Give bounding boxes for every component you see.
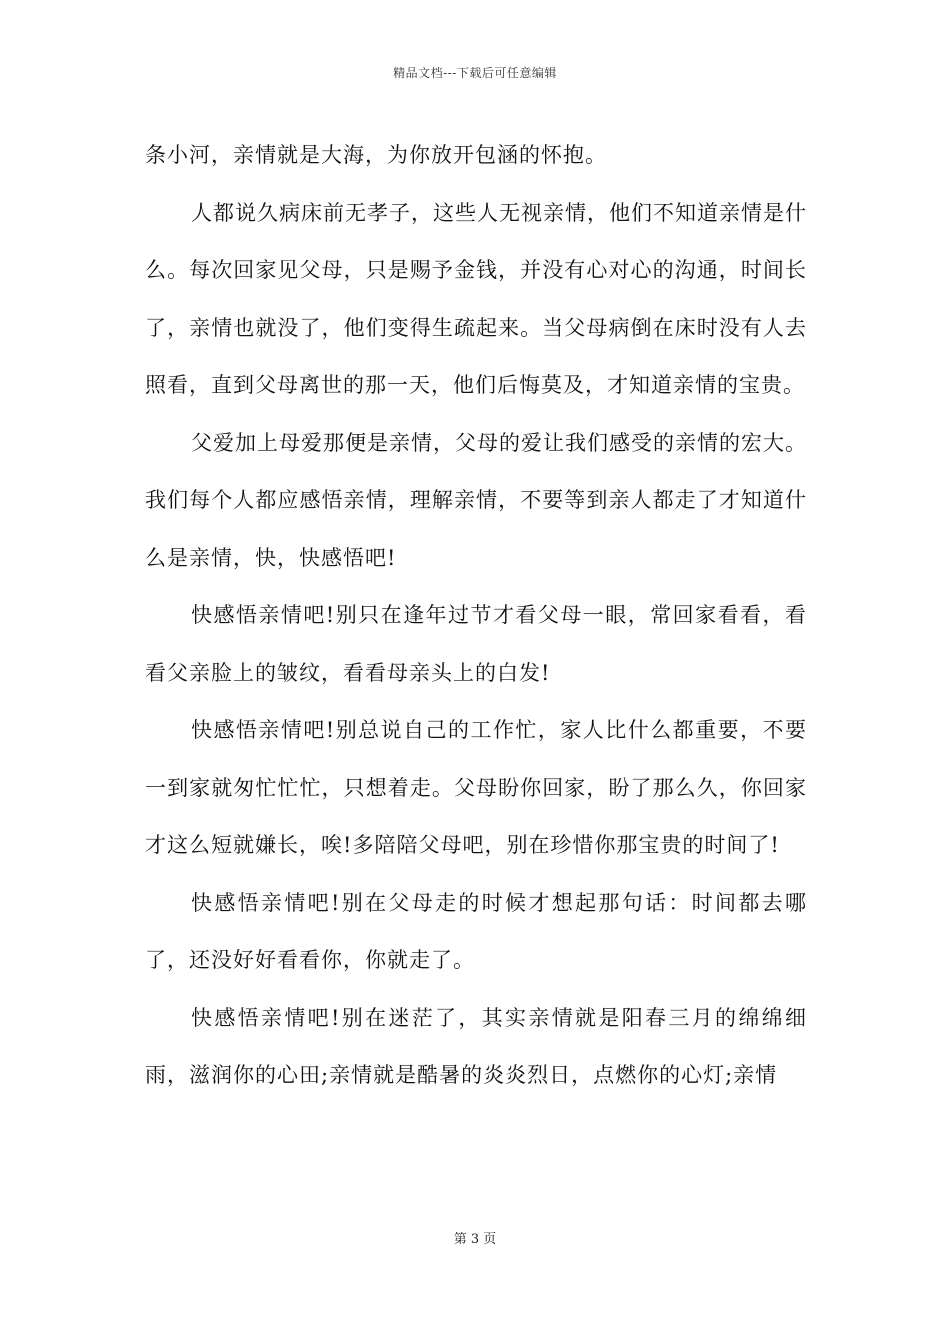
paragraph: 父爱加上母爱那便是亲情，父母的爱让我们感受的亲情的宏大。我们每个人都应感悟亲情，理解亲情，不要等到亲人都走了才知道什么是亲情，快，快感悟吧! bbox=[145, 430, 807, 570]
paragraph-continuation: 条小河，亲情就是大海，为你放开包涵的怀抱。 bbox=[145, 143, 607, 167]
paragraph: 快感悟亲情吧!别只在逢年过节才看父母一眼，常回家看看，看看父亲脸上的皱纹，看看母亲头上的白发! bbox=[145, 603, 807, 685]
paragraph: 快感悟亲情吧!别在迷茫了，其实亲情就是阳春三月的绵绵细雨，滋润你的心田;亲情就是酷暑的炎炎烈日，点燃你的心灯;亲情 bbox=[145, 1005, 807, 1087]
page-header: 精品文档---下载后可任意编辑 bbox=[393, 66, 557, 80]
paragraph: 快感悟亲情吧!别总说自己的工作忙，家人比什么都重要，不要一到家就匆忙忙忙，只想着走。父母盼你回家，盼了那么久，你回家才这么短就嫌长，唉!多陪陪父母吧，别在珍惜你那宝贵的时间了! bbox=[145, 718, 807, 857]
paragraph: 人都说久病床前无孝子，这些人无视亲情，他们不知道亲情是什么。每次回家见父母，只是赐予金钱，并没有心对心的沟通，时间长了，亲情也就没了，他们变得生疏起来。当父母病倒在床时没有人去照看，直到父母离世的那一天，他们后悔莫及，才知道亲情的宝贵。 bbox=[145, 200, 807, 397]
page-number: 第 3 页 bbox=[453, 1232, 497, 1247]
document-body bbox=[145, 127, 807, 1105]
paragraph: 快感悟亲情吧!别在父母走的时候才想起那句话：时间都去哪了，还没好好看看你，你就走了。 bbox=[145, 890, 807, 972]
